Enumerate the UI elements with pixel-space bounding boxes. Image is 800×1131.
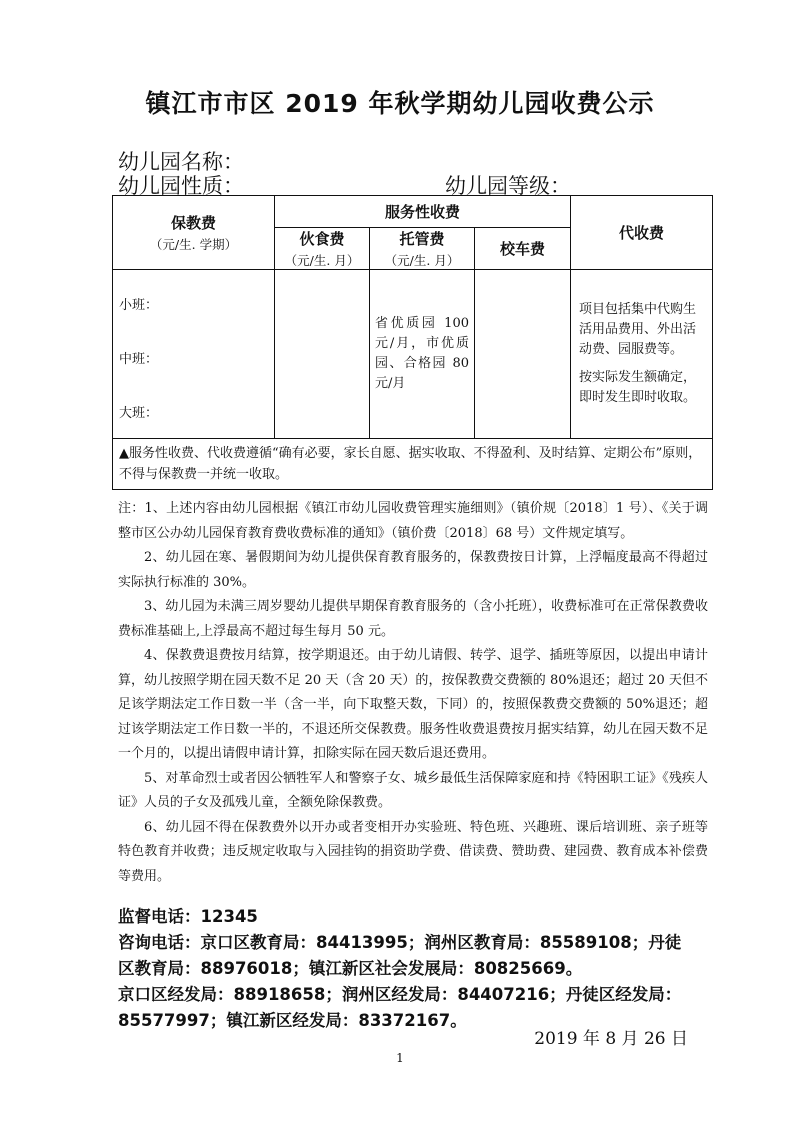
publish-date: 2019 年 8 月 26 日 xyxy=(534,1029,688,1049)
proxy-fee-text-2: 按实际发生额确定，即时发生即时收取。 xyxy=(579,370,697,405)
fee-table xyxy=(112,195,713,490)
economic-bureau-line-2: 85577997；镇江新区经发局：83372167。 xyxy=(118,1011,467,1030)
class-middle: 中班： xyxy=(119,352,159,367)
supervision-phone: 监督电话：12345 xyxy=(118,907,258,926)
care-header-cell xyxy=(370,228,475,270)
tuition-unit: （元/生. 学期） xyxy=(149,237,238,252)
care-unit: （元/生. 月） xyxy=(384,253,460,268)
care-fee-cell xyxy=(370,270,475,439)
note-1: 注：1、上述内容由幼儿园根据《镇江市幼儿园收费管理实施细则》（镇价规〔2018〕1 号）、《关于调整市区公办幼儿园保育教育费收费标准的通知》（镇价费〔2018〕68 号）文件规定填写。 xyxy=(118,501,708,541)
note-3: 3、幼儿园为未满三周岁婴幼儿提供早期保育教育服务的（含小托班），收费标准可在正常保教费收费标准基础上,上浮最高不超过每生每月 50 元。 xyxy=(118,599,708,639)
consult-phone-line-2: 区教育局：88976018；镇江新区社会发展局：80825669。 xyxy=(118,959,583,978)
proxy-fee-header: 代收费 xyxy=(571,196,713,270)
bus-fee-cell xyxy=(475,270,571,439)
note-5: 5、对革命烈士或者因公牺牲军人和警察子女、城乡最低生活保障家庭和持《特困职工证》《残疾人证》人员的子女及孤残儿童，全额免除保教费。 xyxy=(118,770,708,810)
economic-bureau-line-1: 京口区经发局：88918658；润州区经发局：84407216；丹徒区经发局： xyxy=(118,985,682,1004)
proxy-fee-text-1: 项目包括集中代购生活用品费用、外出活动费、园服费等。 xyxy=(579,302,697,357)
table-note: ▲服务性收费、代收费遵循“确有必要，家长自愿、据实收取、不得盈利、及时结算、定期公布”原则，不得与保教费一并统一收取。 xyxy=(113,439,713,490)
consult-phone-line-1: 咨询电话：京口区教育局：84413995；润州区教育局：85589108；丹徒 xyxy=(118,933,682,952)
bus-header: 校车费 xyxy=(475,228,571,270)
tuition-header: 保教费 xyxy=(170,214,216,232)
service-fee-header: 服务性收费 xyxy=(275,196,571,228)
meal-header: 伙食费 xyxy=(299,230,345,248)
kindergarten-nature-label: 幼儿园性质： xyxy=(118,174,244,198)
meal-header-cell xyxy=(275,228,370,270)
note-6: 6、幼儿园不得在保教费外以开办或者变相开办实验班、特色班、兴趣班、课后培训班、亲子班等特色教育并收费；违反规定收取与入园挂钩的捐资助学费、借读费、赞助费、建园费、教育成本补偿费等费用。 xyxy=(118,819,708,884)
page-title: 镇江市市区 2019 年秋学期幼儿园收费公示 xyxy=(145,89,655,118)
meal-unit: （元/生. 月） xyxy=(284,253,360,268)
contact-section xyxy=(118,904,718,1034)
tuition-header-cell xyxy=(113,196,275,270)
proxy-fee-cell xyxy=(571,270,713,439)
kindergarten-grade-label: 幼儿园等级： xyxy=(445,174,571,198)
page-number: 1 xyxy=(396,1051,404,1065)
note-2: 2、幼儿园在寒、暑假期间为幼儿提供保育教育服务的，保教费按日计算，上浮幅度最高不得超过实际执行标准的 30%。 xyxy=(118,550,708,590)
meal-fee-cell xyxy=(275,270,370,439)
care-header: 托管费 xyxy=(399,230,445,248)
kindergarten-name-label: 幼儿园名称： xyxy=(118,150,244,174)
class-list-cell xyxy=(113,270,275,439)
class-small: 小班： xyxy=(119,298,159,313)
note-4: 4、保教费退费按月结算，按学期退还。由于幼儿请假、转学、退学、插班等原因，以提出申请计算，幼儿按照学期在园天数不足 20 天（含 20 天）的，按保教费交费额的 80%退还；超过 20 天但不足该学期法定工作日数一半（含一半，向下取整天数，下同）的，按照保教费交费额的 50%退还；超过该学期法定工作日数一半的，不退还所交保教费。服务性收费退费按月据实结算，幼儿在园天数不足一个月的，以提出请假申请计算，扣除实际在园天数后退还费用。 xyxy=(118,648,708,761)
class-large: 大班： xyxy=(119,406,159,421)
notes-section xyxy=(118,497,708,889)
care-fee-text: 省优质园 100元/月，市优质园、合格园 80元/月 xyxy=(375,316,469,391)
